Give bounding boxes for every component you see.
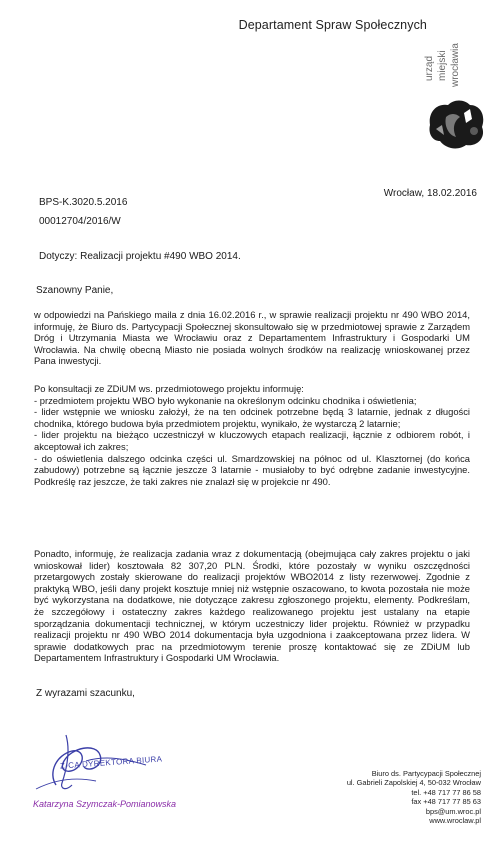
department-name: Departament Spraw Społecznych — [238, 18, 427, 32]
contact-fax: fax +48 717 77 85 63 — [411, 797, 481, 807]
signer-name: Katarzyna Szymczak-Pomianowska — [33, 799, 177, 809]
contact-phone: tel. +48 717 77 86 58 — [411, 787, 481, 797]
logo-line-2: miejski — [437, 50, 448, 81]
consultation-line: - przedmiotem projektu WBO było wykonanie na określonym odcinku chodnika i oświetlenia; — [34, 394, 417, 406]
contact-block — [347, 769, 481, 825]
logo-mark-icon — [426, 95, 488, 151]
stamp-title: Z-CA DYREKTORA BIURA — [59, 754, 163, 771]
logo-line-3: wrocławia — [450, 43, 461, 87]
contact-office: Biuro ds. Partycypacji Społecznej — [371, 769, 481, 778]
closing-phrase: Z wyrazami szacunku, — [36, 688, 135, 699]
greeting: Szanowny Panie, — [36, 285, 114, 296]
contact-address: ul. Gabrieli Zapolskiej 4, 50-032 Wrocław — [346, 778, 481, 788]
logo-line-1: urząd — [424, 55, 435, 81]
contact-website: www.wroclaw.pl — [429, 816, 481, 826]
consultation-line: - lider wstępnie we wniosku założył, że na ten odcinek potrzebne będą 3 latarnie, jednak z długości chodnika, którego budowa była przedmiotem projektu, wynikało, że wystarczą 2 latarnie; — [34, 406, 470, 429]
consultation-line: - lider projektu na bieżąco uczestniczył w kluczowych etapach realizacji, łącznie z odbiorem robót, i akceptował ich zakres; — [34, 429, 470, 452]
city-logo — [424, 9, 490, 151]
contact-email: bps@um.wroc.pl — [425, 806, 481, 816]
paragraph-costs: Ponadto, informuję, że realizacja zadania wraz z dokumentacją (obejmująca cały zakres projektu o jaki wnioskował lider) kosztowała 82 307,20 PLN. Środki, które pozostały w wyniku oszczędności przetargowych zostały skierowane do realizacji projektów WBO2014 z listy rezerwowej. Zgodnie z praktyką WBO, jeśli dany projekt kosztuje mniej niż wstępnie oszacowano, to kwota pozostała nie może być wykorzystana na dodatkowe, nie dotyczące zakresu zgłoszonego projektu, elementy. Podkreślam, że szczegółowy i ostateczny zakres każdego realizowanego projektu jest ustalany na etapie sporządzania dokumentacji technicznej, w którym uczestniczy lider projektu. Również w przypadku realizacji projektu nr 490 WBO 2014 dokumentacja była uzgodniona i zaakceptowana przez lidera. W sprawie dodatkowych prac na przedmiotowym terenie proszę kontaktować się ze ZDiUM lub Departamentem Infrastruktury i Gospodarki UM Wrocławia. — [34, 548, 470, 664]
paragraph-intro: w odpowiedzi na Pańskiego maila z dnia 16.02.2016 r., w sprawie realizacji projektu nr 490 WBO 2014, informuję, że Biuro ds. Partycypacji Społecznej skonsultowało się w przedmiotowej sprawie z Zarządem Dróg i Utrzymania Miasta we Wrocławiu oraz z Departamentem Infrastruktury i Gospodarki UM Wrocławia. Na chwilę obecną Miasto nie posiada wolnych środków na realizację wnioskowanej przez Pana inwestycji. — [34, 309, 470, 367]
consultation-line: - do oświetlenia dalszego odcinka części ul. Smardzowskiej na północ od ul. Klasztornej (do końca zabudowy) potrzebne są łącznie jeszcze 3 latarnie - musiałoby to być odrębne zadanie inwestycyjne. Podkreślę raz jeszcze, że taki zakres nie znalazł się w projekcie nr 490. — [34, 452, 470, 487]
letter-subject: Dotyczy: Realizacji projektu #490 WBO 2014. — [39, 251, 241, 262]
logo-text — [424, 9, 490, 97]
letter-date: Wrocław, 18.02.2016 — [383, 188, 477, 199]
case-number: 00012704/2016/W — [39, 216, 121, 227]
consultation-line: Po konsultacji ze ZDiUM ws. przedmiotowego projektu informuję: — [34, 383, 304, 394]
paragraph-consultation — [34, 383, 470, 487]
reference-number: BPS-K.3020.5.2016 — [39, 197, 128, 208]
